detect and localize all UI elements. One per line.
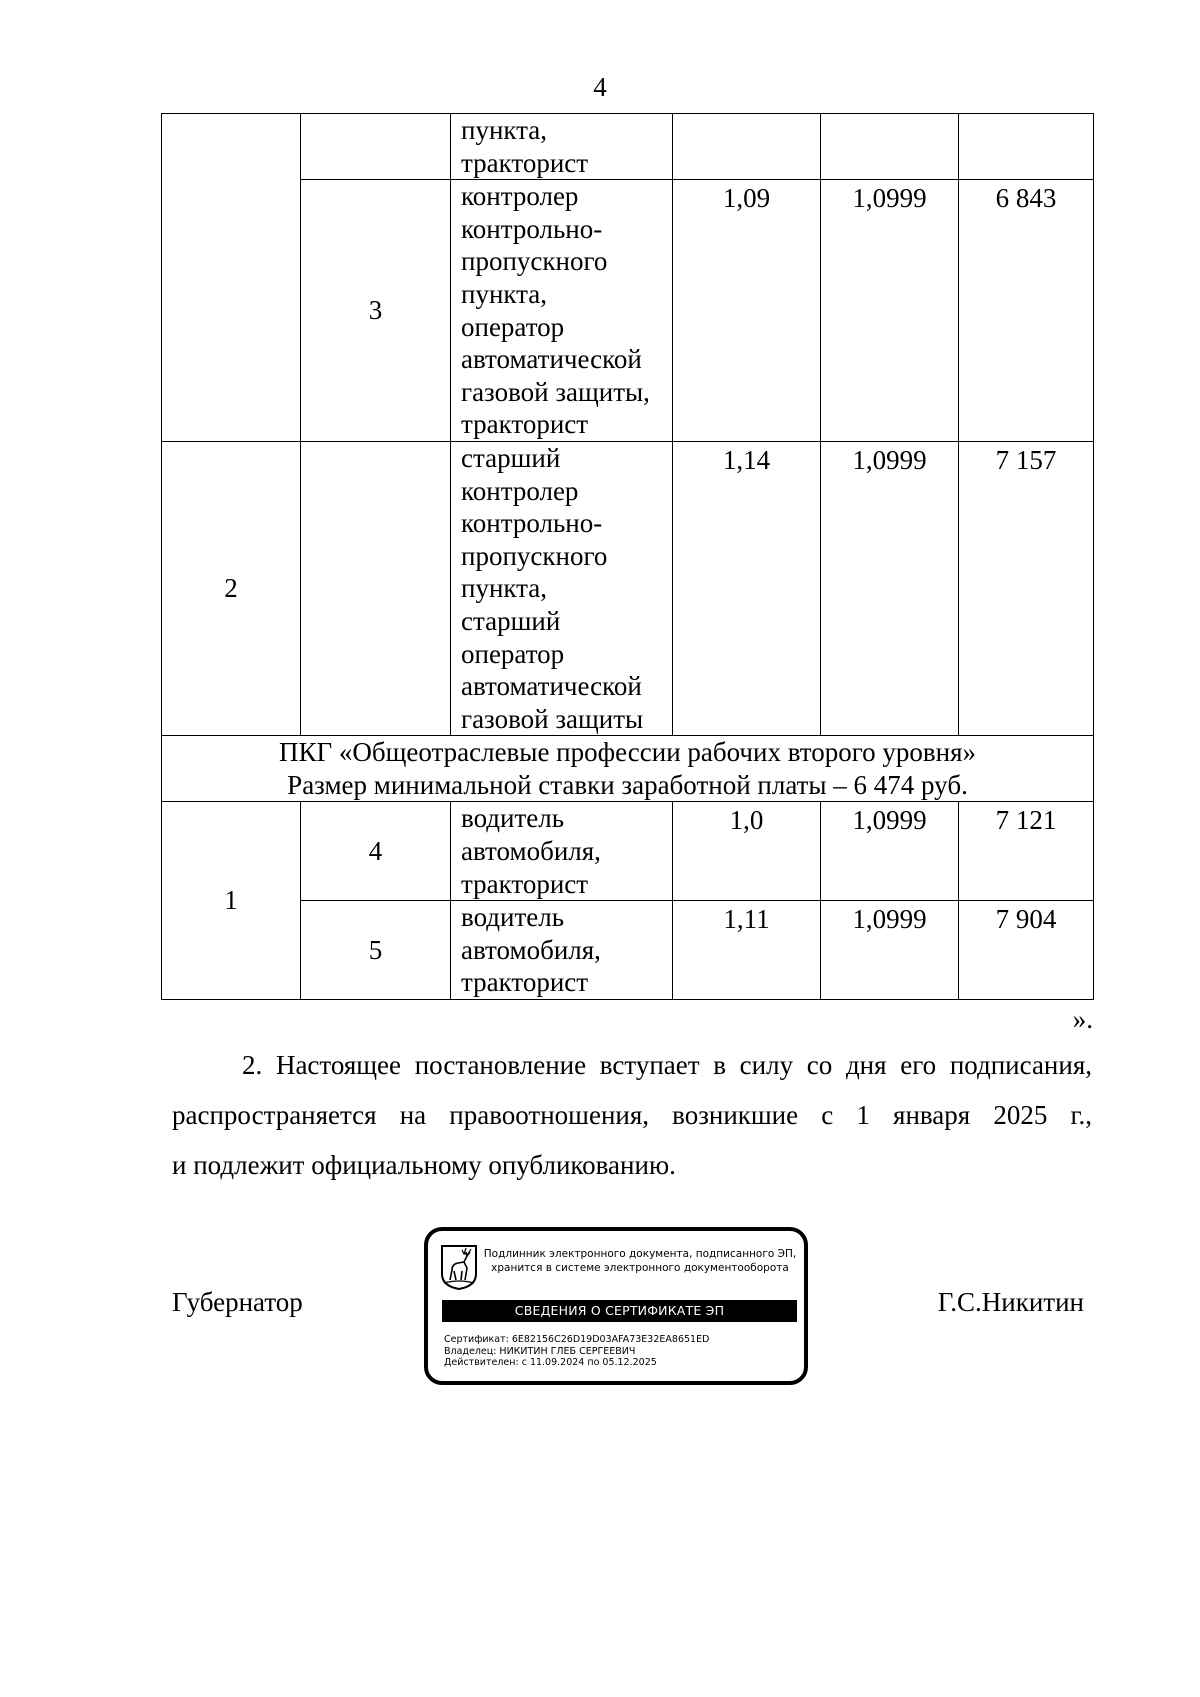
coef2-cell: 1,0999 bbox=[821, 180, 959, 442]
paragraph-line: 2. Настоящее постановление вступает в силу со дня его подписания, bbox=[242, 1050, 1092, 1080]
signatory-title: Губернатор bbox=[172, 1287, 303, 1317]
stamp-header: Подлинник электронного документа, подписанного ЭП, хранится в системе электронного документооборота bbox=[483, 1248, 797, 1274]
qual-cell bbox=[301, 114, 451, 180]
salary-cell: 7 157 bbox=[959, 441, 1094, 735]
position-name-cell: водитель автомобиля, тракторист bbox=[451, 901, 673, 1000]
coef2-cell: 1,0999 bbox=[821, 901, 959, 1000]
table-row bbox=[162, 114, 1094, 180]
salary-cell bbox=[959, 114, 1094, 180]
level-cell bbox=[162, 114, 301, 442]
position-name-cell: контролер контрольно- пропускного пункта, оператор автоматической газовой защиты, тракторист bbox=[451, 180, 673, 442]
paragraph-line: и подлежит официальному опубликованию. bbox=[172, 1150, 676, 1180]
qual-cell bbox=[301, 441, 451, 735]
certificate-owner: Владелец: НИКИТИН ГЛЕБ СЕРГЕЕВИЧ bbox=[444, 1345, 636, 1357]
salary-cell: 6 843 bbox=[959, 180, 1094, 442]
signatory-name: Г.С.Никитин bbox=[937, 1287, 1084, 1317]
coef2-cell: 1,0999 bbox=[821, 441, 959, 735]
resolution-paragraph bbox=[172, 1040, 1092, 1190]
table-row bbox=[162, 441, 1094, 735]
salary-table bbox=[161, 113, 1094, 1000]
group-header-cell bbox=[162, 736, 1094, 802]
paragraph-line: распространяется на правоотношения, возникшие с 1 января 2025 г., bbox=[172, 1100, 1092, 1130]
stamp-details bbox=[444, 1334, 799, 1369]
certificate-number: Сертификат: 6E82156C26D19D03AFA73E32EA8651ED bbox=[444, 1334, 710, 1345]
coef1-cell bbox=[673, 114, 821, 180]
group-header-title: ПКГ «Общеотраслевые профессии рабочих второго уровня» bbox=[278, 737, 976, 768]
position-name-cell: старший контролер контрольно- пропускного пункта, старший оператор автоматической газовой защиты bbox=[451, 441, 673, 735]
coef2-cell bbox=[821, 114, 959, 180]
table-row bbox=[162, 180, 1094, 442]
qual-cell: 3 bbox=[301, 180, 451, 442]
qual-cell: 4 bbox=[301, 802, 451, 901]
table-row bbox=[162, 901, 1094, 1000]
page-number: 4 bbox=[593, 72, 607, 102]
deer-coat-of-arms-icon bbox=[440, 1244, 478, 1290]
electronic-signature-stamp bbox=[424, 1227, 808, 1385]
level-cell: 2 bbox=[162, 441, 301, 735]
group-header-row bbox=[162, 736, 1094, 802]
coef1-cell: 1,0 bbox=[673, 802, 821, 901]
stamp-title-bar: СВЕДЕНИЯ О СЕРТИФИКАТЕ ЭП bbox=[442, 1300, 797, 1322]
closing-quote: ». bbox=[1072, 1004, 1093, 1034]
coef2-cell: 1,0999 bbox=[821, 802, 959, 901]
group-header-min-rate: Размер минимальной ставки заработной платы – 6 474 руб. bbox=[287, 769, 968, 800]
salary-cell: 7 904 bbox=[959, 901, 1094, 1000]
position-name-cell: водитель автомобиля, тракторист bbox=[451, 802, 673, 901]
position-name-cell: пункта, тракторист bbox=[451, 114, 673, 180]
qual-cell: 5 bbox=[301, 901, 451, 1000]
coef1-cell: 1,14 bbox=[673, 441, 821, 735]
coef1-cell: 1,09 bbox=[673, 180, 821, 442]
coef1-cell: 1,11 bbox=[673, 901, 821, 1000]
certificate-validity: Действителен: с 11.09.2024 по 05.12.2025 bbox=[444, 1357, 657, 1368]
table-row bbox=[162, 802, 1094, 901]
salary-cell: 7 121 bbox=[959, 802, 1094, 901]
level-cell: 1 bbox=[162, 802, 301, 1000]
